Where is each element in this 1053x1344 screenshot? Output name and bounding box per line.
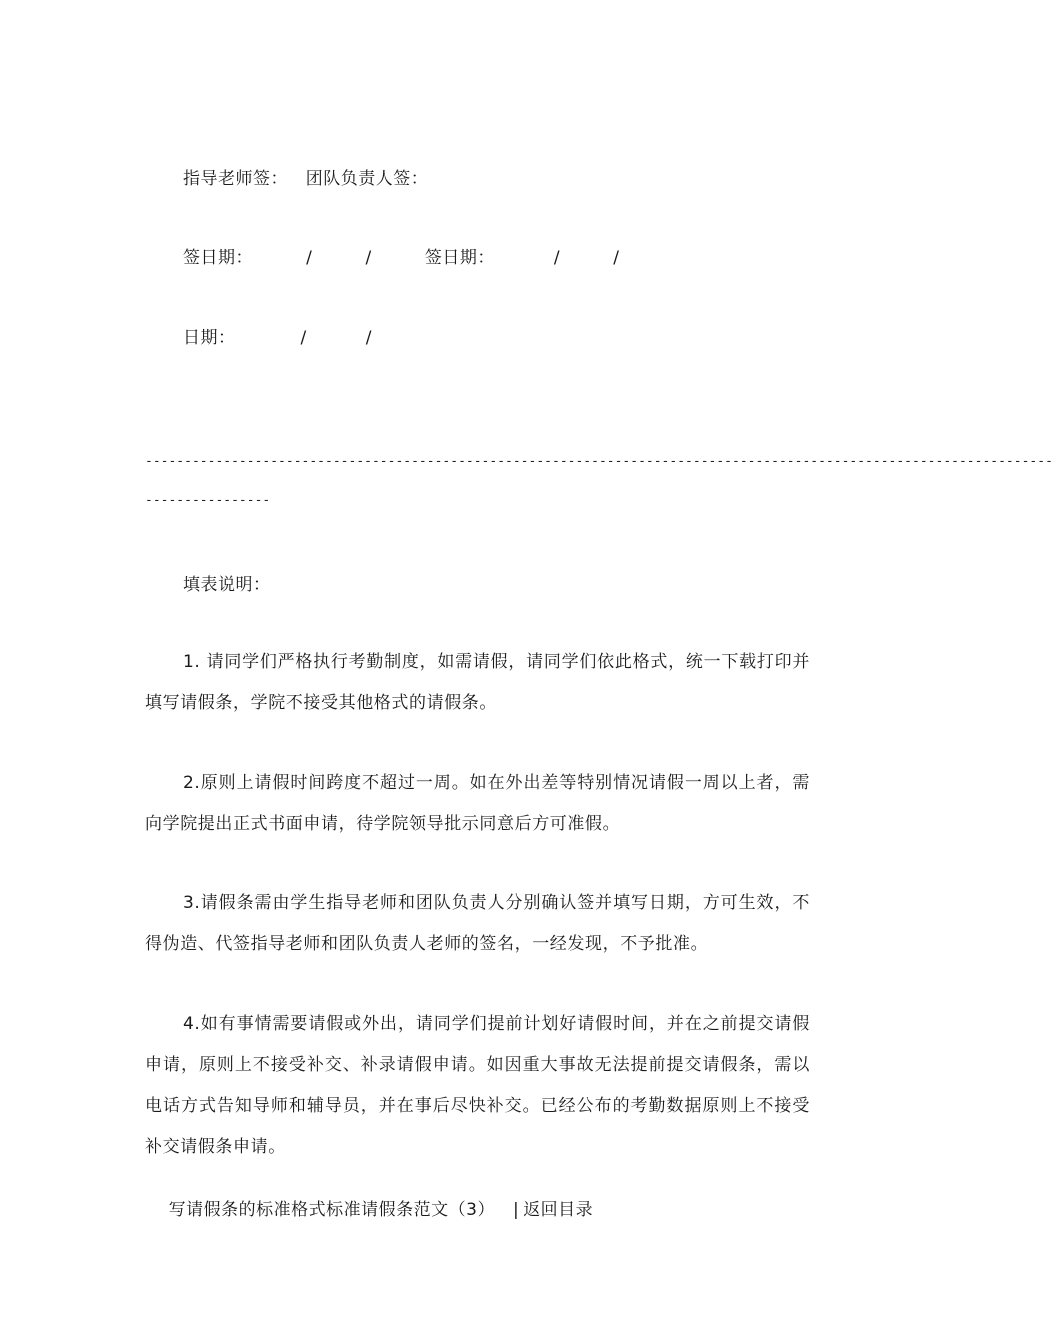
footer-navigation — [145, 1177, 593, 1243]
footer-separator: | — [512, 1200, 520, 1220]
instruction-item-2-text: 2.原则上请假时间跨度不超过一周。如在外出差等特别情况请假一周以上者，需向学院提出正式书面申请，待学院领导批示同意后方可准假。 — [145, 773, 810, 834]
date-row: 日期： / / — [183, 328, 372, 348]
signature-date-row: 签日期： / / 签日期： / / — [183, 248, 620, 268]
instruction-item-3 — [145, 883, 810, 965]
separator-line-continued: ---------------- — [145, 493, 271, 508]
instruction-item-2 — [145, 763, 810, 845]
instruction-item-4 — [145, 1004, 810, 1168]
signature-row-advisor-team-leader: 指导老师签： 团队负责人签： — [183, 169, 429, 189]
instruction-item-1 — [145, 642, 810, 724]
article-title-link[interactable]: 写请假条的标准格式标准请假条范文（3） — [168, 1200, 495, 1220]
back-to-contents-link[interactable]: 返回目录 — [523, 1200, 594, 1220]
instructions-heading: 填表说明： — [183, 575, 271, 595]
instruction-item-4-text: 4.如有事情需要请假或外出，请同学们提前计划好请假时间，并在之前提交请假申请，原则上不接受补交、补录请假申请。如因重大事故无法提前提交请假条，需以电话方式告知导师和辅导员，并在事后尽快补交。已经公布的考勤数据原则上不接受补交请假条申请。 — [145, 1014, 810, 1157]
instruction-item-3-text: 3.请假条需由学生指导老师和团队负责人分别确认签并填写日期，方可生效，不得伪造、代签指导老师和团队负责人老师的签名，一经发现，不予批准。 — [145, 893, 810, 954]
separator-line: -------------------------------------------------------------------------------------------------------------------- — [145, 454, 1053, 469]
instruction-item-1-text: 1. 请同学们严格执行考勤制度，如需请假，请同学们依此格式，统一下载打印并填写请假条，学院不接受其他格式的请假条。 — [145, 652, 810, 713]
